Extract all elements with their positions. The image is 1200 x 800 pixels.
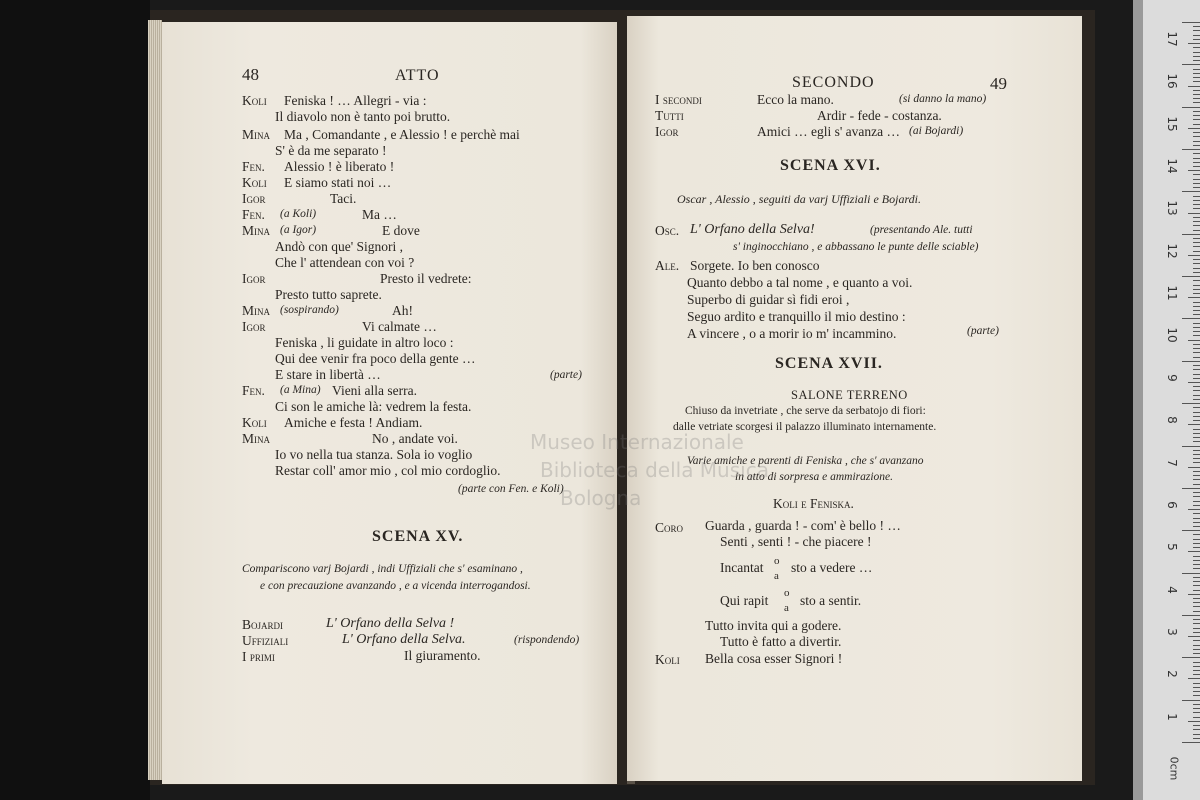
verse-line: Tutto è fatto a divertir. bbox=[720, 634, 842, 649]
ruler-tick bbox=[1193, 200, 1200, 201]
ruler-tick bbox=[1193, 560, 1200, 561]
ruler-tick bbox=[1193, 518, 1200, 519]
ruler-tick bbox=[1193, 47, 1200, 48]
verse-line: Incantat bbox=[720, 560, 764, 575]
ruler-tick bbox=[1193, 729, 1200, 730]
ruler-tick bbox=[1193, 628, 1200, 629]
ruler-tick bbox=[1193, 738, 1200, 739]
verse-line: Feniska , li guidate in altro loco : bbox=[275, 335, 454, 350]
ruler-tick bbox=[1193, 323, 1200, 324]
speaker: Mina bbox=[242, 223, 270, 238]
ruler-tick bbox=[1193, 598, 1200, 599]
ruler-tick bbox=[1193, 547, 1200, 548]
stage-direction: e con precauzione avanzando , e a vicenda interrogandosi. bbox=[260, 580, 531, 592]
page-number: 49 bbox=[990, 74, 1007, 93]
verse-line: A vincere , o a morir io m' incammino. bbox=[687, 326, 897, 341]
stage-direction: Compariscono varj Bojardi , indi Uffiziali che s' esaminano , bbox=[242, 563, 523, 575]
ruler-tick bbox=[1193, 378, 1200, 379]
ruler-tick bbox=[1193, 429, 1200, 430]
ruler-tick bbox=[1193, 458, 1200, 459]
verse-line: Superbo di guidar sì fidi eroi , bbox=[687, 292, 850, 307]
verse-line: Andò con que' Signori , bbox=[275, 239, 404, 254]
running-header: ATTO bbox=[395, 67, 440, 84]
ruler-tick bbox=[1188, 382, 1200, 383]
speaker: Koli bbox=[242, 175, 267, 190]
ruler-tick bbox=[1193, 132, 1200, 133]
ruler-tick bbox=[1193, 94, 1200, 95]
ruler-tick bbox=[1193, 395, 1200, 396]
character-list: Koli e Feniska. bbox=[773, 496, 854, 511]
ruler-tick bbox=[1182, 700, 1200, 701]
speaker: Mina bbox=[242, 303, 270, 318]
ruler-tick bbox=[1193, 687, 1200, 688]
ruler-tick bbox=[1193, 268, 1200, 269]
verse-line: Restar coll' amor mio , col mio cordoglio. bbox=[275, 463, 501, 478]
ruler-tick bbox=[1193, 611, 1200, 612]
ruler-tick bbox=[1193, 73, 1200, 74]
verse-line: Che l' attendean con voi ? bbox=[275, 255, 415, 270]
ruler-tick bbox=[1193, 26, 1200, 27]
ruler-tick bbox=[1182, 361, 1200, 362]
ruler-tick bbox=[1193, 302, 1200, 303]
ruler-number: 9 bbox=[1165, 373, 1179, 382]
ruler-tick bbox=[1193, 136, 1200, 137]
speaker: Igor bbox=[242, 191, 266, 206]
verse-line: Sorgete. Io ben conosco bbox=[690, 258, 820, 273]
stage-direction: (si danno la mano) bbox=[899, 93, 987, 105]
ruler-tick bbox=[1193, 479, 1200, 480]
ruler-tick bbox=[1188, 170, 1200, 171]
ruler-tick bbox=[1193, 90, 1200, 91]
ruler-tick bbox=[1193, 602, 1200, 603]
ruler-number: 10 bbox=[1165, 327, 1179, 344]
verse-line: Il giuramento. bbox=[404, 648, 481, 663]
ruler-tick bbox=[1193, 69, 1200, 70]
ending-o: o bbox=[774, 555, 780, 567]
verse-line: Qui dee venir fra poco della gente … bbox=[275, 351, 476, 366]
ruler-tick bbox=[1193, 208, 1200, 209]
ruler-tick bbox=[1193, 365, 1200, 366]
ruler-tick bbox=[1193, 242, 1200, 243]
ending-a: a bbox=[774, 570, 779, 582]
ruler-tick bbox=[1193, 704, 1200, 705]
ruler-tick bbox=[1193, 145, 1200, 146]
speaker: Fen. bbox=[242, 207, 265, 222]
ruler-tick bbox=[1182, 107, 1200, 108]
ruler-tick bbox=[1193, 539, 1200, 540]
ruler-tick bbox=[1193, 513, 1200, 514]
setting-description: Chiuso da invetriate , che serve da serbatojo di fiori: bbox=[685, 405, 926, 417]
ruler-tick bbox=[1193, 111, 1200, 112]
ruler-tick bbox=[1193, 56, 1200, 57]
ruler-number: 3 bbox=[1165, 628, 1179, 636]
left-page bbox=[162, 22, 617, 784]
verse-line: sto a vedere … bbox=[791, 560, 873, 575]
ruler-tick bbox=[1193, 695, 1200, 696]
ruler-tick bbox=[1188, 297, 1200, 298]
stage-direction: in atto di sorpresa e ammirazione. bbox=[735, 471, 894, 483]
ruler-tick bbox=[1193, 416, 1200, 417]
verse-line: E dove bbox=[382, 223, 420, 238]
ruler-tick bbox=[1193, 501, 1200, 502]
ruler-tick bbox=[1193, 310, 1200, 311]
ruler-tick bbox=[1193, 645, 1200, 646]
ruler-tick bbox=[1193, 285, 1200, 286]
ruler-tick bbox=[1193, 251, 1200, 252]
ruler-tick bbox=[1193, 623, 1200, 624]
ruler-tick bbox=[1188, 509, 1200, 510]
ruler-tick bbox=[1193, 259, 1200, 260]
scene-title: SCENA XVI. bbox=[780, 157, 881, 174]
speaker: Uffiziali bbox=[242, 633, 289, 648]
ruler-tick bbox=[1193, 407, 1200, 408]
speaker: Koli bbox=[242, 415, 267, 430]
ruler-tick bbox=[1193, 496, 1200, 497]
ruler-tick bbox=[1188, 594, 1200, 595]
ruler-tick bbox=[1193, 556, 1200, 557]
stage-direction: (a Koli) bbox=[280, 208, 317, 220]
ruler-tick bbox=[1193, 158, 1200, 159]
verse-line: Ecco la mano. bbox=[757, 92, 834, 107]
verse-line: Vieni alla serra. bbox=[332, 383, 418, 398]
verse-line: sto a sentir. bbox=[800, 593, 862, 608]
speaker: Tutti bbox=[655, 108, 684, 123]
ruler-tick bbox=[1193, 225, 1200, 226]
verse-line: Taci. bbox=[330, 191, 357, 206]
ruler-tick bbox=[1193, 475, 1200, 476]
setting-description: dalle vetriate scorgesi il palazzo illuminato internamente. bbox=[673, 421, 937, 433]
verse-line: Tutto invita qui a godere. bbox=[705, 618, 842, 633]
ruler-tick bbox=[1193, 683, 1200, 684]
ruler-tick bbox=[1193, 462, 1200, 463]
ruler-number: 17 bbox=[1165, 31, 1179, 47]
right-page bbox=[627, 16, 1082, 781]
ruler-number: 11 bbox=[1165, 285, 1179, 301]
verse-line: Qui rapit bbox=[720, 593, 769, 608]
ruler-number: 5 bbox=[1165, 543, 1179, 552]
ruler-number: 14 bbox=[1165, 158, 1179, 174]
ruler-tick bbox=[1193, 124, 1200, 125]
running-header: SECONDO bbox=[792, 74, 875, 91]
ruler-tick bbox=[1182, 22, 1200, 23]
ruler-number: 13 bbox=[1165, 200, 1179, 217]
stage-direction: s' inginocchiano , e abbassano le punte delle sciable) bbox=[733, 241, 979, 253]
stage-direction: Varie amiche e parenti di Feniska , che s' avanzano bbox=[687, 455, 924, 467]
ruler-tick bbox=[1193, 179, 1200, 180]
ruler-tick bbox=[1193, 314, 1200, 315]
ruler-tick bbox=[1193, 568, 1200, 569]
ruler-tick bbox=[1193, 734, 1200, 735]
stage-direction: (presentando Ale. tutti bbox=[870, 224, 973, 236]
ruler-tick bbox=[1182, 742, 1200, 743]
stage-direction: (a Mina) bbox=[280, 384, 321, 396]
verse-line: E stare in libertà … bbox=[275, 367, 381, 382]
scene-title: SCENA XVII. bbox=[775, 355, 883, 372]
ruler-tick bbox=[1193, 606, 1200, 607]
ruler-tick bbox=[1193, 81, 1200, 82]
ruler-number: 8 bbox=[1165, 416, 1179, 424]
ruler-tick bbox=[1188, 255, 1200, 256]
speaker: Ale. bbox=[655, 258, 680, 273]
verse-line: Presto tutto saprete. bbox=[275, 287, 382, 302]
ruler-tick bbox=[1193, 691, 1200, 692]
stage-direction: (parte) bbox=[550, 369, 582, 381]
ruler-tick bbox=[1193, 77, 1200, 78]
ruler-tick bbox=[1188, 551, 1200, 552]
ruler-tick bbox=[1193, 35, 1200, 36]
verse-line: Vi calmate … bbox=[362, 319, 437, 334]
ruler-tick bbox=[1193, 484, 1200, 485]
speaker: Koli bbox=[655, 652, 680, 667]
ruler-tick bbox=[1182, 149, 1200, 150]
ruler-tick bbox=[1193, 386, 1200, 387]
stage-direction: (parte con Fen. e Koli) bbox=[458, 483, 564, 495]
ruler-tick bbox=[1193, 581, 1200, 582]
scene-title: SCENA XV. bbox=[372, 528, 464, 545]
verse-line: Ah! bbox=[392, 303, 413, 318]
ruler-tick bbox=[1193, 115, 1200, 116]
ruler-tick bbox=[1193, 196, 1200, 197]
ruler-tick bbox=[1193, 450, 1200, 451]
verse-line: Ardir - fede - costanza. bbox=[817, 108, 942, 123]
verse-line: Feniska ! … Allegri - via : bbox=[284, 93, 427, 108]
ruler-tick bbox=[1193, 217, 1200, 218]
verse-line: Ma … bbox=[362, 207, 397, 222]
verse-line: S' è da me separato ! bbox=[275, 143, 387, 158]
ruler-tick bbox=[1182, 191, 1200, 192]
ruler-tick bbox=[1193, 352, 1200, 353]
ruler-number: 2 bbox=[1165, 670, 1179, 679]
ruler-tick bbox=[1193, 60, 1200, 61]
ruler-tick bbox=[1193, 717, 1200, 718]
ruler-tick bbox=[1193, 344, 1200, 345]
speaker: I primi bbox=[242, 649, 275, 664]
ruler-tick bbox=[1193, 52, 1200, 53]
speaker: Igor bbox=[655, 124, 679, 139]
ruler-tick bbox=[1193, 331, 1200, 332]
ruler-tick bbox=[1182, 488, 1200, 489]
ruler-tick bbox=[1182, 318, 1200, 319]
ruler-tick bbox=[1193, 640, 1200, 641]
ruler-tick bbox=[1193, 221, 1200, 222]
speaker: Mina bbox=[242, 431, 270, 446]
speaker: Igor bbox=[242, 271, 266, 286]
ruler-tick bbox=[1193, 204, 1200, 205]
verse-line: Guarda , guarda ! - com' è bello ! … bbox=[705, 518, 901, 533]
verse-line: Alessio ! è liberato ! bbox=[284, 159, 395, 174]
ruler-tick bbox=[1193, 141, 1200, 142]
ruler-tick bbox=[1193, 632, 1200, 633]
ruler-tick bbox=[1193, 543, 1200, 544]
ruler-tick bbox=[1193, 454, 1200, 455]
ruler-tick bbox=[1182, 276, 1200, 277]
ruler-tick bbox=[1193, 712, 1200, 713]
verse-line: E siamo stati noi … bbox=[284, 175, 392, 190]
ruler-tick bbox=[1193, 412, 1200, 413]
ruler-tick bbox=[1182, 573, 1200, 574]
ruler-tick bbox=[1188, 636, 1200, 637]
ruler-tick bbox=[1193, 433, 1200, 434]
ruler-tick bbox=[1193, 306, 1200, 307]
ruler-tick bbox=[1188, 678, 1200, 679]
ruler-number: 12 bbox=[1165, 243, 1179, 259]
ending-o: o bbox=[784, 587, 790, 599]
verse-line: Io vo nella tua stanza. Sola io voglio bbox=[275, 447, 473, 462]
ruler-number: 15 bbox=[1165, 116, 1179, 132]
ruler-tick bbox=[1193, 708, 1200, 709]
ruler-tick bbox=[1193, 369, 1200, 370]
ruler-tick bbox=[1188, 721, 1200, 722]
stage-direction: (ai Bojardi) bbox=[909, 125, 964, 137]
ruler-tick bbox=[1193, 246, 1200, 247]
ruler-unit: 0cm bbox=[1167, 756, 1181, 781]
ruler-tick bbox=[1193, 183, 1200, 184]
ruler-tick bbox=[1193, 471, 1200, 472]
verse-line: L' Orfano della Selva. bbox=[342, 632, 466, 647]
speaker: I secondi bbox=[655, 92, 702, 107]
verse-line: No , andate voi. bbox=[372, 431, 458, 446]
ruler-tick bbox=[1193, 230, 1200, 231]
verse-line: Amiche e festa ! Andiam. bbox=[284, 415, 423, 430]
verse-line: L' Orfano della Selva! bbox=[690, 222, 815, 237]
speaker: Igor bbox=[242, 319, 266, 334]
verse-line: Quanto debbo a tal nome , e quanto a voi. bbox=[687, 275, 913, 290]
watermark-text: Biblioteca della Musica bbox=[540, 458, 769, 482]
ruler-tick bbox=[1188, 467, 1200, 468]
ruler-tick bbox=[1193, 39, 1200, 40]
ruler-tick bbox=[1193, 590, 1200, 591]
verse-line: Amici … egli s' avanza … bbox=[757, 124, 901, 139]
ruler-tick bbox=[1193, 577, 1200, 578]
ruler-tick bbox=[1193, 335, 1200, 336]
ruler-tick bbox=[1193, 374, 1200, 375]
ruler-tick bbox=[1193, 348, 1200, 349]
ruler-tick bbox=[1193, 293, 1200, 294]
verse-line: Il diavolo non è tanto poi brutto. bbox=[275, 109, 451, 124]
ruler-tick bbox=[1182, 403, 1200, 404]
ruler-tick bbox=[1188, 43, 1200, 44]
speaker: Coro bbox=[655, 520, 684, 535]
setting-title: SALONE TERRENO bbox=[791, 388, 908, 402]
ruler-tick bbox=[1193, 289, 1200, 290]
ruler-tick bbox=[1193, 522, 1200, 523]
ruler-tick bbox=[1193, 166, 1200, 167]
ruler-tick bbox=[1182, 234, 1200, 235]
ruler-tick bbox=[1193, 662, 1200, 663]
ruler-tick bbox=[1193, 670, 1200, 671]
ruler-tick bbox=[1193, 420, 1200, 421]
verse-line: Ci son le amiche là: vedrem la festa. bbox=[275, 399, 472, 414]
ruler-tick bbox=[1193, 585, 1200, 586]
ruler-tick bbox=[1193, 534, 1200, 535]
ruler-tick bbox=[1193, 505, 1200, 506]
ruler-tick bbox=[1193, 526, 1200, 527]
speaker: Koli bbox=[242, 93, 267, 108]
ruler-tick bbox=[1193, 102, 1200, 103]
ruler-tick bbox=[1182, 530, 1200, 531]
ruler-tick bbox=[1182, 64, 1200, 65]
stage-direction: (parte) bbox=[967, 325, 999, 337]
ruler-edge bbox=[1133, 0, 1143, 800]
speaker: Fen. bbox=[242, 159, 265, 174]
ruler-tick bbox=[1193, 619, 1200, 620]
ruler-tick bbox=[1193, 437, 1200, 438]
character-list: Oscar , Alessio , seguiti da varj Uffiziali e Bojardi. bbox=[677, 192, 921, 206]
ruler-number: 6 bbox=[1165, 501, 1179, 509]
verse-line: Senti , senti ! - che piacere ! bbox=[720, 534, 872, 549]
ruler-number: 16 bbox=[1165, 73, 1179, 89]
ruler-tick bbox=[1193, 357, 1200, 358]
ruler-tick bbox=[1193, 153, 1200, 154]
stage-direction: (rispondendo) bbox=[514, 634, 580, 646]
page-edges bbox=[148, 20, 162, 780]
watermark-text: Bologna bbox=[560, 486, 642, 510]
ruler-tick bbox=[1193, 399, 1200, 400]
ruler-tick bbox=[1193, 492, 1200, 493]
ruler-tick bbox=[1188, 424, 1200, 425]
ruler-tick bbox=[1188, 213, 1200, 214]
ruler-tick bbox=[1193, 30, 1200, 31]
ruler-tick bbox=[1193, 674, 1200, 675]
ruler-tick bbox=[1193, 666, 1200, 667]
background bbox=[0, 0, 150, 800]
ruler-tick bbox=[1193, 162, 1200, 163]
verse-line: Presto il vedrete: bbox=[380, 271, 472, 286]
ruler-number: 7 bbox=[1165, 458, 1179, 467]
ending-a: a bbox=[784, 602, 789, 614]
ruler-tick bbox=[1193, 725, 1200, 726]
page-number: 48 bbox=[242, 65, 259, 84]
ruler-tick bbox=[1193, 653, 1200, 654]
ruler-number: 4 bbox=[1165, 585, 1179, 594]
ruler-tick bbox=[1188, 340, 1200, 341]
speaker: Bojardi bbox=[242, 617, 284, 632]
speaker: Mina bbox=[242, 127, 270, 142]
ruler-tick bbox=[1193, 327, 1200, 328]
ruler-tick bbox=[1193, 263, 1200, 264]
ruler-tick bbox=[1193, 98, 1200, 99]
ruler-tick bbox=[1182, 615, 1200, 616]
verse-line: Seguo ardito e tranquillo il mio destino : bbox=[687, 309, 906, 324]
ruler-tick bbox=[1193, 187, 1200, 188]
ruler-tick bbox=[1193, 238, 1200, 239]
ruler-tick bbox=[1193, 649, 1200, 650]
ruler-tick bbox=[1182, 657, 1200, 658]
ruler-tick bbox=[1193, 272, 1200, 273]
ruler-tick bbox=[1193, 119, 1200, 120]
verse-line: L' Orfano della Selva ! bbox=[326, 616, 455, 631]
ruler-tick bbox=[1193, 174, 1200, 175]
ruler-tick bbox=[1193, 441, 1200, 442]
ruler-tick bbox=[1188, 86, 1200, 87]
ruler-number: 1 bbox=[1165, 712, 1179, 721]
ruler-tick bbox=[1193, 390, 1200, 391]
speaker: Osc. bbox=[655, 223, 680, 238]
ruler-tick bbox=[1193, 280, 1200, 281]
ruler-tick bbox=[1188, 128, 1200, 129]
verse-line: Bella cosa esser Signori ! bbox=[705, 651, 843, 666]
ruler-tick bbox=[1193, 564, 1200, 565]
ruler-tick bbox=[1182, 446, 1200, 447]
stage-direction: (sospirando) bbox=[280, 304, 339, 316]
speaker: Fen. bbox=[242, 383, 265, 398]
stage-direction: (a Igor) bbox=[280, 224, 317, 236]
verse-line: Ma , Comandante , e Alessio ! e perchè mai bbox=[284, 127, 520, 142]
watermark-text: Museo Internazionale bbox=[530, 430, 744, 454]
